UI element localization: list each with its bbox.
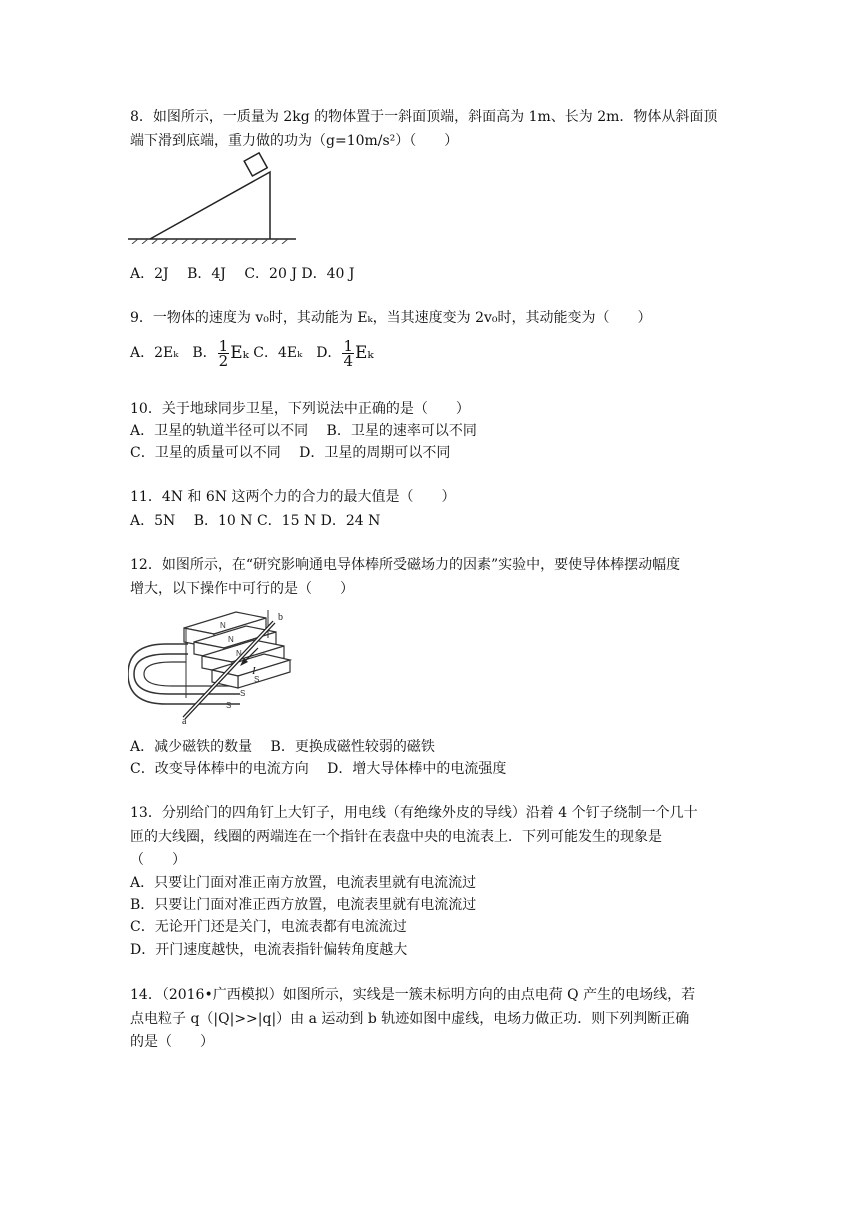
q13-option-a: A．只要让门面对准正南方放置，电流表里就有电流流过 <box>130 875 477 891</box>
label-a: a <box>182 716 187 726</box>
q12-options-row1: A．减少磁铁的数量 B．更换成磁性较弱的磁铁 <box>130 739 435 755</box>
q8-stem-line2: 端下滑到底端，重力做的功为（g=10m/s²）（ ） <box>130 133 459 149</box>
q9-fraction-b <box>218 336 230 370</box>
q8-options: A．2J B．4J C．20 J D．40 J <box>130 266 355 282</box>
q9-stem: 9．一物体的速度为 v₀时，其动能为 Eₖ，当其速度变为 2v₀时，其动能变为（ ） <box>130 310 652 326</box>
frac-d-ek: Eₖ <box>354 343 374 363</box>
q12-stem-line2: 增大，以下操作中可行的是（ ） <box>130 581 354 597</box>
q10-options-row1: A．卫星的轨道半径可以不同 B．卫星的速率可以不同 <box>130 423 477 439</box>
q9-options <box>130 336 374 370</box>
q10-options-row2: C．卫星的质量可以不同 D．卫星的周期可以不同 <box>130 445 451 461</box>
q13-option-b: B．只要让门面对准正西方放置，电流表里就有电流流过 <box>130 897 477 913</box>
frac-b-ek: Eₖ <box>230 343 249 363</box>
q13-option-d: D．开门速度越快，电流表指针偏转角度越大 <box>130 942 408 958</box>
q9-option-c: C．4Eₖ D． <box>248 345 342 361</box>
q14-stem-line3: 的是（ ） <box>130 1034 214 1050</box>
q13-option-c: C．无论开门还是关门，电流表都有电流流过 <box>130 919 407 935</box>
q8-stem-line1: 8．如图所示，一质量为 2kg 的物体置于一斜面顶端，斜面高为 1m、长为 2m．物体从斜面顶 <box>130 109 718 125</box>
q10-stem: 10．关于地球同步卫星，下列说法中正确的是（ ） <box>130 401 470 417</box>
q12-stem-line1: 12．如图所示，在“研究影响通电导体棒所受磁场力的因素”实验中，要使导体棒摆动幅度 <box>130 557 681 573</box>
frac-d-numerator: 1 <box>343 336 353 355</box>
q14-stem-line1: 14．（2016•广西模拟）如图所示，实线是一簇未标明方向的由点电荷 Q 产生的电场线，若 <box>130 987 696 1003</box>
q13-stem-line3: （ ） <box>130 852 186 868</box>
q12-options-row2: C．改变导体棒中的电流方向 D．增大导体棒中的电流强度 <box>130 761 507 777</box>
label-n1: N <box>220 621 226 630</box>
label-current: I <box>252 665 256 677</box>
q13-stem-line2: 匝的大线圈，线圈的两端连在一个指针在表盘中央的电流表上．下列可能发生的现象是 <box>130 829 662 845</box>
frac-b-numerator: 1 <box>218 336 229 355</box>
q13-stem-line1: 13．分别给门的四角钉上大钉子，用电线（有绝缘外皮的导线）沿着 4 个钉子绕制一个几十 <box>130 805 698 821</box>
q9-option-a: A．2Eₖ B． <box>130 345 217 361</box>
label-s2: S <box>240 689 246 698</box>
label-s1: S <box>254 675 260 684</box>
incline-figure <box>128 152 298 244</box>
magnet-conductor-figure <box>128 608 300 726</box>
q11-options: A．5N B．10 N C．15 N D．24 N <box>130 513 381 529</box>
frac-b-denominator: 2 <box>218 351 229 370</box>
frac-d-denominator: 4 <box>343 351 353 370</box>
label-n3: N <box>236 649 242 658</box>
q9-fraction-d <box>342 336 354 370</box>
q14-stem-line2: 点电粒子 q（|Q|>>|q|）由 a 运动到 b 轨迹如图中虚线，电场力做正功．则下列判断正确 <box>130 1011 690 1027</box>
label-n2: N <box>228 635 234 644</box>
label-s3: S <box>226 701 232 710</box>
label-b: b <box>278 612 283 623</box>
q11-stem: 11．4N 和 6N 这两个力的合力的最大值是（ ） <box>130 489 456 505</box>
